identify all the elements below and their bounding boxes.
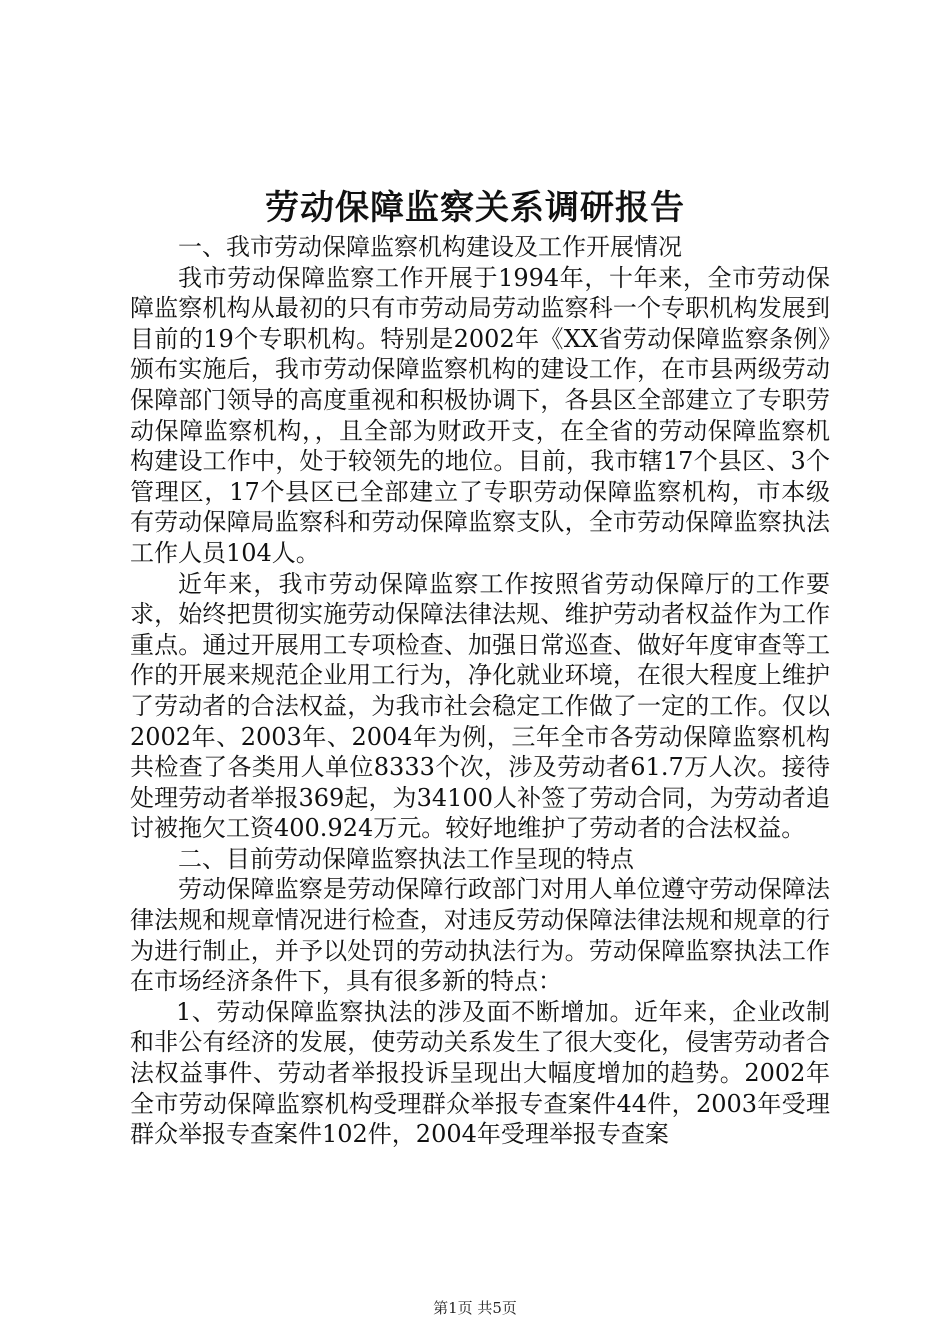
paragraph: 我市劳动保障监察工作开展于1994年，十年来，全市劳动保障监察机构从最初的只有市劳动局劳动监察科一个专职机构发展到目前的19个专职机构。特别是2002年《XX省劳动保障监察条例》颁布实施后，我市劳动保障监察机构的建设工作，在市县两级劳动保障部门领导的高度重视和积极协调下，各县区全部建立了专职劳动保障监察机构，，且全部为财政开支，在全省的劳动保障监察机构建设工作中，处于较领先的地位。目前，我市辖17个县区、3个管理区，17个县区已全部建立了专职劳动保障监察机构，市本级有劳动保障局监察科和劳动保障监察支队，全市劳动保障监察执法工作人员104人。	[130, 263, 830, 567]
section-heading-1: 一、我市劳动保障监察机构建设及工作开展情况	[178, 233, 682, 261]
paragraph: 近年来，我市劳动保障监察工作按照省劳动保障厅的工作要求，始终把贯彻实施劳动保障法律法规、维护劳动者权益作为工作重点。通过开展用工专项检查、加强日常巡查、做好年度审查等工作的开展来规范企业用工行为，净化就业环境，在很大程度上维护了劳动者的合法权益，为我市社会稳定工作做了一定的工作。仅以2002年、2003年、2004年为例，三年全市各劳动保障监察机构共检查了各类用人单位8333个次，涉及劳动者61.7万人次。接待处理劳动者举报369起，为34100人补签了劳动合同，为劳动者追讨被拖欠工资400.924万元。较好地维护了劳动者的合法权益。	[130, 569, 830, 843]
page-footer: 第1页 共5页	[433, 1299, 517, 1317]
document-title: 劳动保障监察关系调研报告	[265, 188, 685, 228]
list-item-1: 1、劳动保障监察执法的涉及面不断增加。近年来，企业改制和非公有经济的发展，使劳动关系发生了很大变化，侵害劳动者合法权益事件、劳动者举报投诉呈现出大幅度增加的趋势。2002年全市劳动保障监察机构受理群众举报专查案件44件，2003年受理群众举报专查案件102件，2004年受理举报专查案	[130, 997, 830, 1149]
paragraph: 劳动保障监察是劳动保障行政部门对用人单位遵守劳动保障法律法规和规章情况进行检查，对违反劳动保障法律法规和规章的行为进行制止，并予以处罚的劳动执法行为。劳动保障监察执法工作在市场经济条件下，具有很多新的特点：	[130, 875, 830, 996]
document-body	[130, 232, 830, 1150]
section-heading-2: 二、目前劳动保障监察执法工作呈现的特点	[178, 844, 634, 873]
